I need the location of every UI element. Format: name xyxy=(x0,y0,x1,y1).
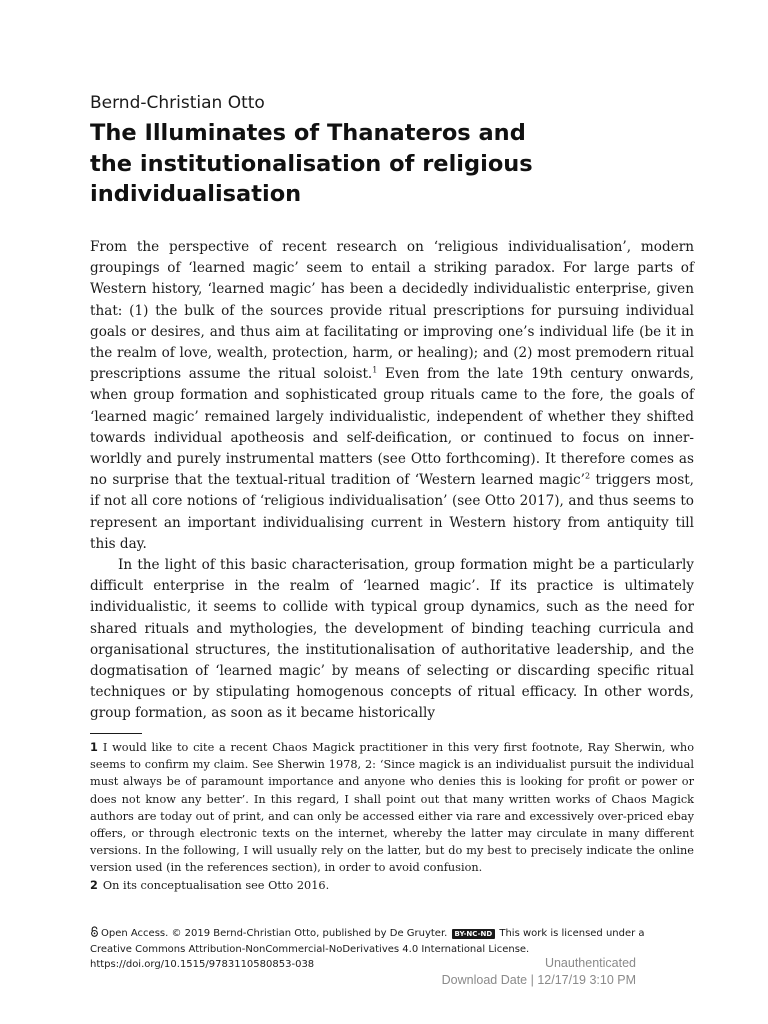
chapter-author: Bernd-Christian Otto xyxy=(90,93,265,113)
auth-status: Unauthenticated xyxy=(544,956,636,970)
footnote-ref-2[interactable]: 2 xyxy=(585,471,591,481)
paragraph-1-part-b: Even from the late 19th century onwards, when group formation and sophisticated group rituals came to the fore, the goals of ‘learned magic’ remained largely individualistic, independent of whether they shifted towards individual apotheosis and self-deification, or continued to focus on inner-worldly and purely instrumental matters (see Otto forthcoming). It therefore comes as no surprise that the textual-ritual tradition of ‘Western learned magic’ xyxy=(90,366,694,489)
license-text-suffix: This work is licensed under a Creative Commons Attribution-NonCommercial-NoDerivatives 4.0 International License. xyxy=(90,928,645,955)
cc-license-badge: BY-NC-ND xyxy=(452,929,496,939)
footnote-number: 2 xyxy=(90,878,98,892)
title-line-2: the institutionalisation of religious xyxy=(90,150,533,177)
paragraph-1 xyxy=(90,237,694,555)
title-line-1: The Illuminates of Thanateros and xyxy=(90,120,526,146)
footnote-ref-1[interactable]: 1 xyxy=(372,365,378,375)
doi-link[interactable]: https://doi.org/10.1515/9783110580853-038 xyxy=(90,959,315,970)
footnote-text: On its conceptualisation see Otto 2016. xyxy=(102,878,330,892)
footnote-number: 1 xyxy=(90,741,98,754)
paragraph-2: In the light of this basic characterisation, group formation might be a particularly difficult enterprise in the realm of ‘learned magic’. If its practice is ultimately individualistic, it seems to collide with typical group dynamics, such as the need for shared rituals and mythologies, the development of binding teaching curricula and organisational structures, the institutionalisation of authoritative leadership, and the dogmatisation of ‘learned magic’ by means of selecting or discarding specific ritual techniques or by stipulating homogenous concepts of ritual efficacy. In other words, group formation, as soon as it became historically xyxy=(90,557,694,722)
footnote-1 xyxy=(90,739,694,877)
main-text xyxy=(90,237,694,725)
footnote-2 xyxy=(90,877,694,894)
chapter-title xyxy=(90,118,690,210)
title-line-3: individualisation xyxy=(90,181,302,207)
paragraph-1-part-c: triggers most, if not all core notions of ‘religious individualisation’ (see Otto 2017), and thus seems to represent an important individualising current in Western history from antiquity till this day. xyxy=(90,472,694,552)
open-access-icon xyxy=(90,926,99,937)
download-watermark xyxy=(442,955,636,989)
footnotes xyxy=(90,739,694,894)
download-date: Download Date | 12/17/19 3:10 PM xyxy=(441,973,636,987)
footnote-divider xyxy=(90,733,142,734)
footnote-text: I would like to cite a recent Chaos Magick practitioner in this very first footnote, Ray Sherwin, who seems to confirm my claim. See Sherwin 1978, 2: ‘Since magick is an individualist pursuit the individual must always be of paramount importance and anyone who denies this is looking for profit or power or does not know any better’. In this regard, I shall point out that many written works of Chaos Magick authors are today out of print, and can only be accessed either via rare and excessively over-priced ebay offers, or through electronic texts on the internet, whereby the latter may circulate in many different versions. In the following, I will usually rely on the latter, but do my best to precisely indicate the online version used (in the references section), in order to avoid confusion. xyxy=(90,741,694,875)
paragraph-1-part-a: From the perspective of recent research on ‘religious individualisation’, modern groupings of ‘learned magic’ seem to entail a striking paradox. For large parts of Western history, ‘learned magic’ has been a decidedly individualistic enterprise, given that: (1) the bulk of the sources provide ritual prescriptions for pursuing individual goals or desires, and thus aim at facilitating or improving one’s individual life (be it in the realm of love, wealth, protection, harm, or healing); and (2) most premodern ritual prescriptions assume the ritual soloist. xyxy=(90,239,694,383)
license-text-prefix: Open Access. © 2019 Bernd-Christian Otto, published by De Gruyter. xyxy=(101,928,448,939)
